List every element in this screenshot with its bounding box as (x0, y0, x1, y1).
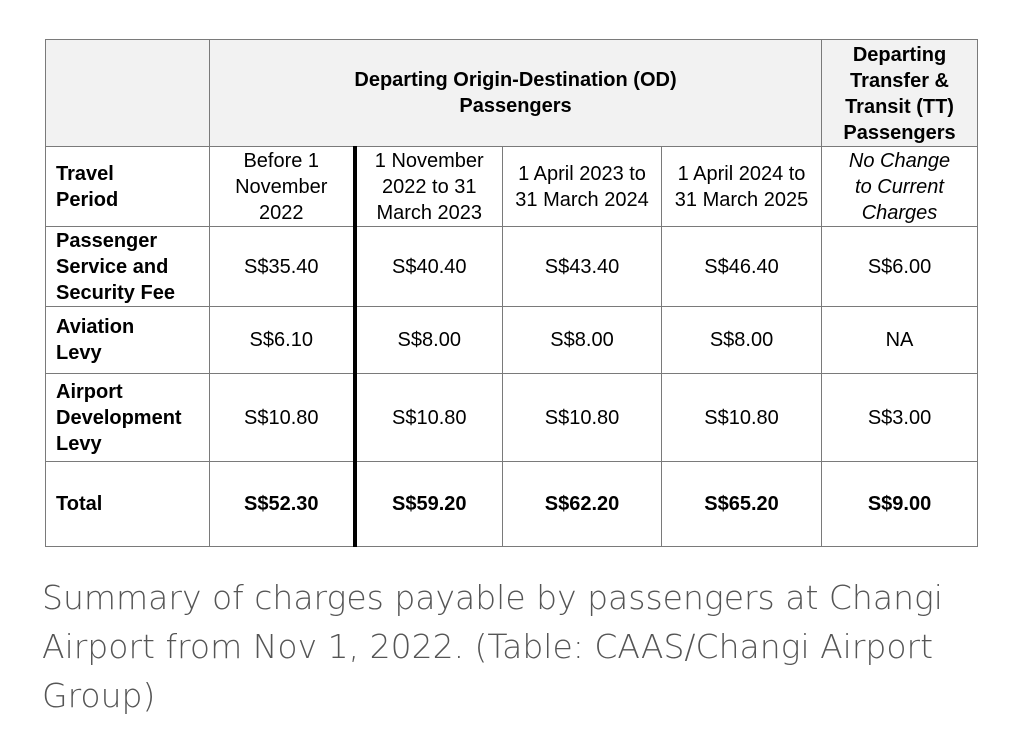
value-cell: S$8.00 (355, 307, 503, 374)
total-cell: S$65.20 (662, 462, 822, 547)
period-cell: 1 April 2023 to 31 March 2024 (503, 147, 662, 227)
period-cell: 1 April 2024 to 31 March 2025 (662, 147, 822, 227)
value-cell: S$10.80 (210, 374, 355, 462)
table-header-row (46, 40, 978, 147)
value-cell: S$3.00 (822, 374, 978, 462)
total-label: Total (46, 462, 210, 547)
value-cell: S$6.00 (822, 227, 978, 307)
value-cell: S$40.40 (355, 227, 503, 307)
value-cell: S$46.40 (662, 227, 822, 307)
row-label: Passenger Service and Security Fee (46, 227, 210, 307)
value-cell: S$8.00 (503, 307, 662, 374)
value-cell: S$10.80 (662, 374, 822, 462)
value-cell: NA (822, 307, 978, 374)
row-label: Aviation Levy (46, 307, 210, 374)
value-cell: S$8.00 (662, 307, 822, 374)
table-row (46, 307, 978, 374)
period-cell: Before 1 November 2022 (210, 147, 355, 227)
value-cell: S$43.40 (503, 227, 662, 307)
table-row (46, 374, 978, 462)
travel-period-label: Travel Period (46, 147, 210, 227)
travel-period-row (46, 147, 978, 227)
row-label: Airport Development Levy (46, 374, 210, 462)
period-cell: 1 November 2022 to 31 March 2023 (355, 147, 503, 227)
table-caption: Summary of charges payable by passengers at Changi Airport from Nov 1, 2022. (Table: CAAS/Changi Airport Group) (42, 578, 943, 715)
value-cell: S$10.80 (355, 374, 503, 462)
od-passengers-header: Departing Origin-Destination (OD) Passengers (210, 40, 822, 147)
total-cell: S$62.20 (503, 462, 662, 547)
value-cell: S$35.40 (210, 227, 355, 307)
charges-table (45, 39, 978, 547)
value-cell: S$6.10 (210, 307, 355, 374)
total-row (46, 462, 978, 547)
total-cell: S$52.30 (210, 462, 355, 547)
tt-no-change-note: No Change to Current Charges (822, 147, 978, 227)
header-empty-cell (46, 40, 210, 147)
tt-passengers-header: Departing Transfer & Transit (TT) Passengers (822, 40, 978, 147)
total-cell: S$59.20 (355, 462, 503, 547)
value-cell: S$10.80 (503, 374, 662, 462)
table-row (46, 227, 978, 307)
total-cell: S$9.00 (822, 462, 978, 547)
